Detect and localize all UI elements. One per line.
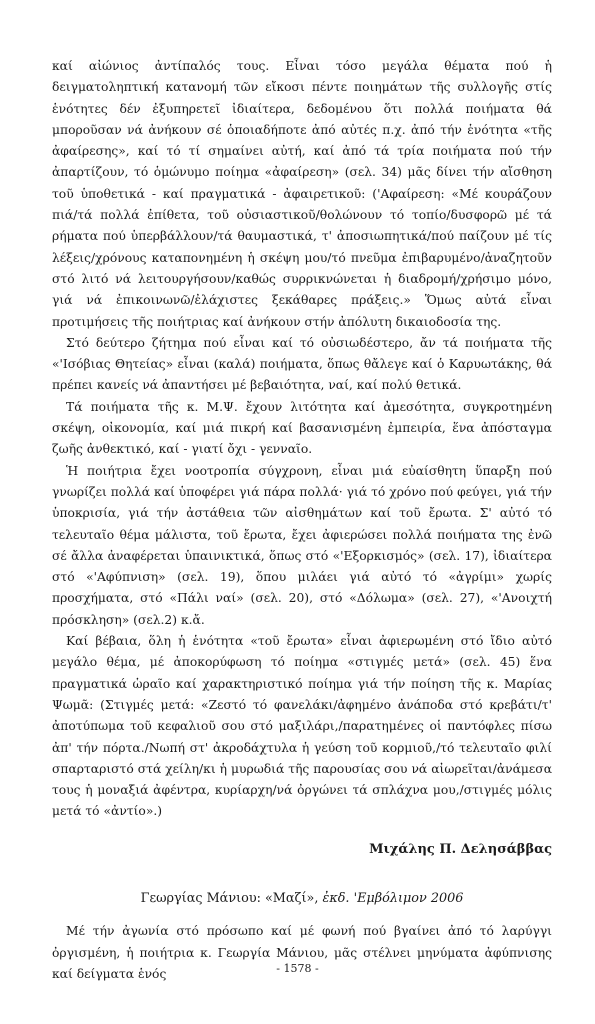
review-heading-publisher: ἐκδ. 'Εμβόλιμον 2006: [322, 890, 464, 906]
review-heading: [52, 888, 552, 909]
review-heading-title: Γεωργίας Μάνιου: «Μαζί»,: [140, 890, 323, 906]
review-paragraph: Μέ τήν ἀγωνία στό πρόσωπο καί μέ φωνή πού βγαίνει ἀπό τό λαρύγγι ὀργισμένη, ἡ ποιήτρια κ. Γεωργία Μάνιου, μᾶς στέλνει μηνύματα ἀφύπνισης καί δείγματα ἑνός: [52, 924, 552, 981]
paragraph-2: Στό δεύτερο ζήτημα πού εἶναι καί τό οὐσιωδέστερο, ἄν τά ποιήματα τῆς «'Ισόβιας Θητείας» εἶναι (καλά) ποιήματα, ὅπως θἄλεγε καί ὁ Καρυωτάκης, θά πρέπει κανείς νά ἀπαντήσει μέ βεβαιότητα, ναί, καί πολύ θετικά.: [52, 335, 552, 393]
document-page: [52, 56, 552, 985]
paragraph-4: Ἡ ποιήτρια ἔχει νοοτροπία σύγχρονη, εἶναι μιά εὐαίσθητη ὕπαρξη πού γνωρίζει πολλά καί ὑποφέρει γιά πάρα πολλά· γιά τό χρόνο πού φεύγει, γιά τήν ὑποκρισία, γιά τήν ἀστάθεια τῶν αἰσθημάτων καί τοῦ ἔρωτα. Σ' αὐτό τό τελευταῖο θέμα μάλιστα, τοῦ ἔρωτα, ἔχει ἀφιερώσει πολλά ποιήματα της ἐνῶ σέ ἄλλα ἀναφέρεται ὑπαινικτικά, ὅπως στό «'Εξορκισμός» (σελ. 17), ἰδιαίτερα στό «'Αφύπνιση» (σελ. 19), ὅπου μιλάει γιά αὐτό τό «ἀγρίμι» χωρίς προσχήματα, στό «Πάλι ναί» (σελ. 20), στό «Δόλωμα» (σελ. 27), «'Ανοιχτή πρόσκληση» (σελ.2) κ.ἄ.: [52, 463, 552, 627]
page-number: - 1578 -: [276, 962, 319, 975]
paragraph-1: καί αἰώνιος ἀντίπαλός τους. Εἶναι τόσο μεγάλα θέματα πού ἡ δειγματοληπτική κατανομή τῶν εἴκοσι πέντε ποιημάτων τῆς συλλογῆς στίς ἑνότητες δέν ἐξυπηρετεῖ ἰδιαίτερα, δεδομένου ὅτι πολλά ποιήματα θά μποροῦσαν νά ἀνήκουν σέ ὁποιαδήποτε ἀπό αὐτές π.χ. ἀπό τήν ἑνότητα «τῆς ἀφαίρεσης», καί τό τί σημαίνει αὐτή, καί ἀπό τά τρία ποιήματα πού τήν ἀπαρτίζουν, τό ὁμώνυμο ποίημα «ἀφαίρεση» (σελ. 34) μᾶς δίνει τήν αἴσθηση τοῦ ὑποθετικά - καί πραγματικά - ἀφαιρετικοῦ: ('Αφαίρεση: «Μέ κουράζουν πιά/τά πολλά ἐπίθετα, τοῦ οὐσιαστικοῦ/θολώνουν τό τοπίο/δυσφορῶ μέ τά ρήματα πού ὑπερβάλλουν/τά θαυμαστικά, τ' ἀποσιωπητικά/πού παίζουν μέ τίς λέξεις/χρόνους καταπονημένη ἡ σκέψη μου/τό πνεῦμα ἐπιβαρυμένο/ἀναζητοῦν στό λιτό νά λειτουργήσουν/καθώς συρρικνώνεται ἡ διαδρομή/χρήσιμο μόνο, γιά νά ἐπικοινωνῶ/ἐλάχιστες ξεκάθαρες πράξεις.» Ὅμως αὐτά εἶναι προτιμήσεις τῆς ποιήτριας καί ἀνήκουν στήν ἀπόλυτη δικαιοδοσία της.: [52, 59, 552, 329]
paragraph-3: Τά ποιήματα τῆς κ. Μ.Ψ. ἔχουν λιτότητα καί ἀμεσότητα, συγκροτημένη σκέψη, οἰκονομία, καί μιά πικρή καί βασανισμένη ἐμπειρία, ἕνα ἀπόσταγμα ζωῆς ἀνθεκτικό, καί - γιατί ὄχι - γενναῖο.: [52, 399, 552, 457]
author-signature: Μιχάλης Π. Δελησάββας: [369, 841, 552, 857]
paragraph-5: Καί βέβαια, ὅλη ἡ ἑνότητα «τοῦ ἔρωτα» εἶναι ἀφιερωμένη στό ἴδιο αὐτό μεγάλο θέμα, μέ ἀποκορύφωση τό ποίημα «στιγμές μετά» (σελ. 45) ἕνα πραγματικά ὡραῖο καί χαρακτηριστικό ποίημα γιά τήν ποίηση τῆς κ. Μαρίας Ψωμᾶ: (Στιγμές μετά: «Ζεστό τό φανελάκι/ἀφημένο ἀνάποδα στό κρεβάτι/τ' ἀποτύπωμα τοῦ κεφαλιοῦ σου στό μαξιλάρι,/παρατημένες οἱ παντόφλες πίσω ἀπ' τήν πόρτα./Νωπή στ' ἀκροδάχτυλα ἡ γεύση τοῦ κορμιοῦ,/τό τελευταῖο φιλί σπαρταριστό στά χείλη/κι ἡ μυρωδιά τῆς παρουσίας σου νά αἰωρεῖται/ἀνάμεσα τους ἡ μοναξιά ἀφέντρα, κυρίαρχη/νά ὀργώνει τά σπλάχνα μου,/στιγμές μόλις μετά τό «ἀντίο».): [52, 634, 552, 819]
